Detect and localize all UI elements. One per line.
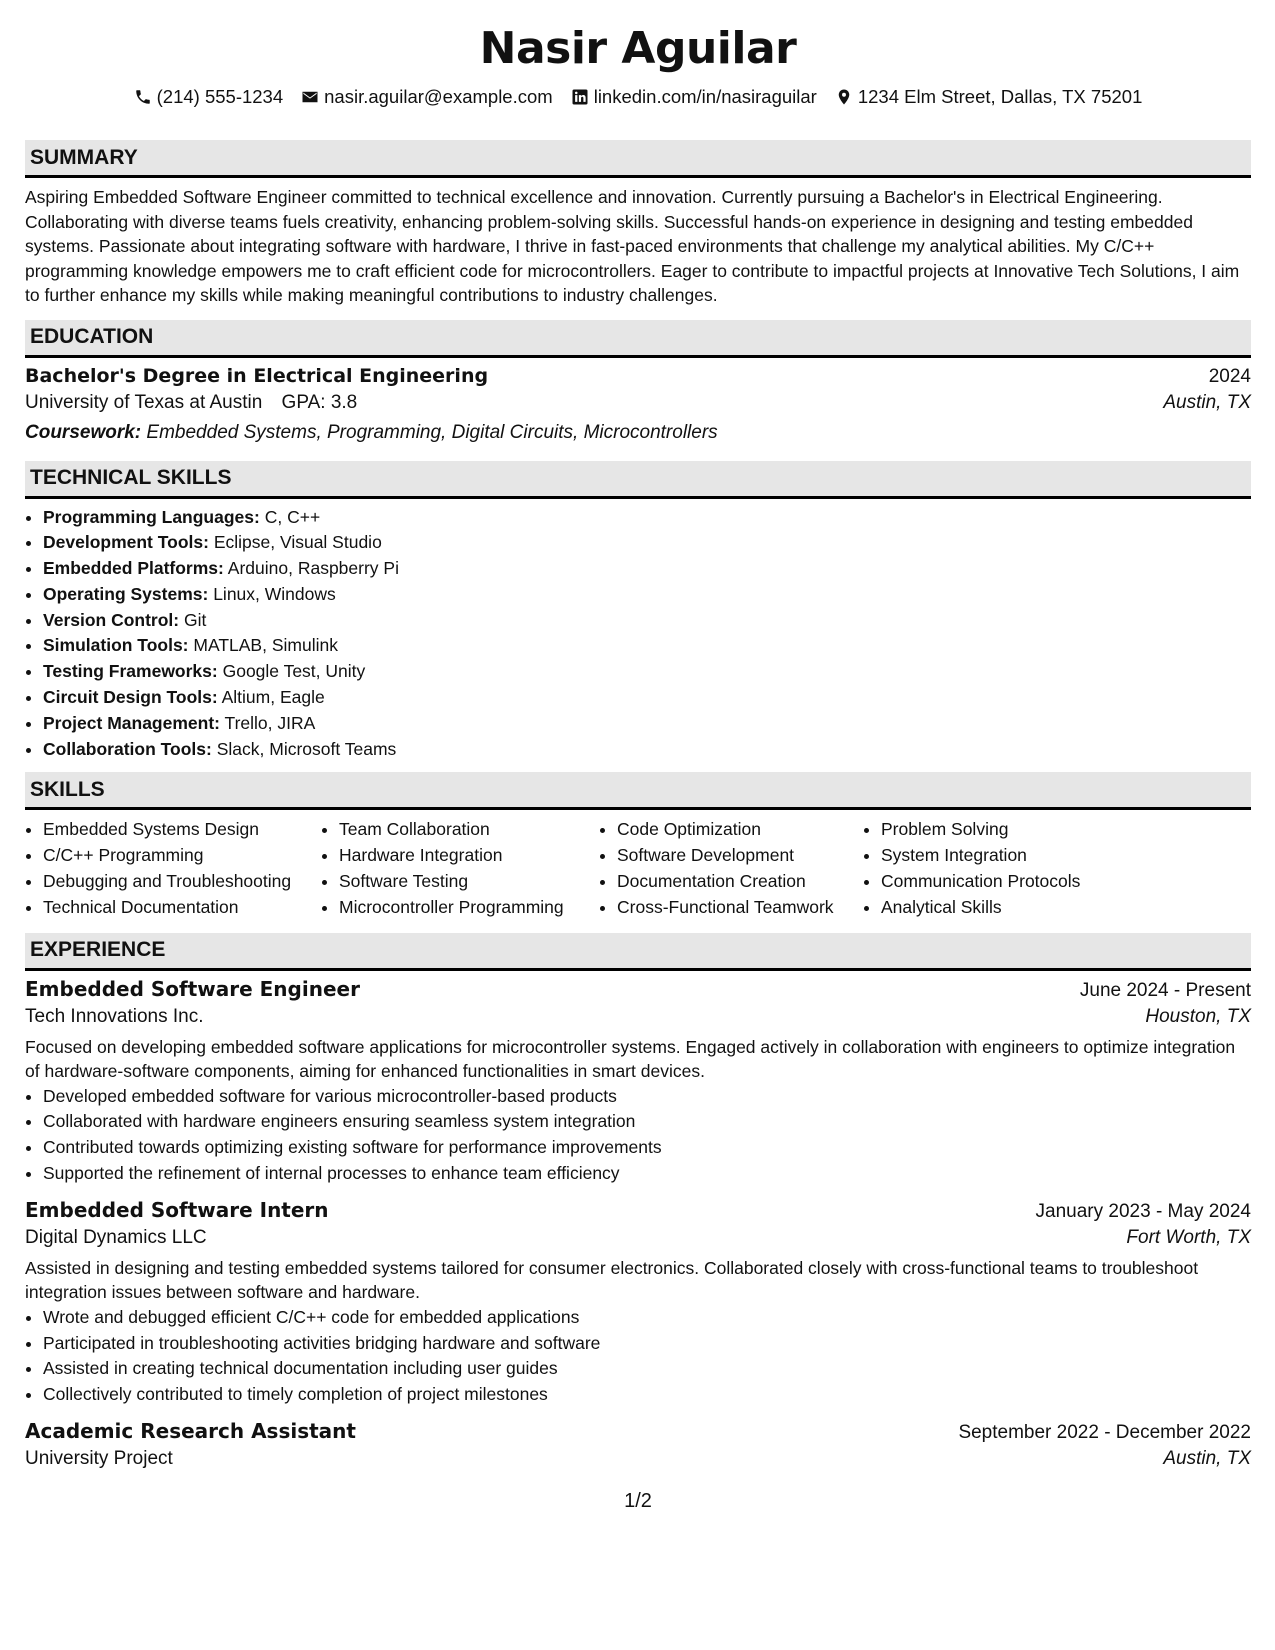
list-item: • Contributed towards optimizing existing software for performance improvements bbox=[43, 1135, 1251, 1161]
list-item: • Embedded Systems Design bbox=[43, 817, 321, 843]
graduation-year: 2024 bbox=[1208, 365, 1251, 387]
list-item: • Analytical Skills bbox=[881, 895, 1161, 921]
contact-linkedin[interactable] bbox=[571, 84, 817, 110]
list-item: • Collaborated with hardware engineers ensuring seamless system integration bbox=[43, 1109, 1251, 1135]
list-item: • Debugging and Troubleshooting bbox=[43, 869, 321, 895]
job-company: Tech Innovations Inc. bbox=[25, 1005, 204, 1027]
job-description: Assisted in designing and testing embedded systems tailored for consumer electronics. Collaborated closely with cross-functional teams to troubleshoot integration issues between software and hardware. bbox=[25, 1257, 1199, 1303]
resume-page bbox=[25, 0, 1251, 1512]
list-item: • Assisted in creating technical documentation including user guides bbox=[43, 1356, 1251, 1382]
list-item: • Simulation Tools: MATLAB, Simulink bbox=[43, 633, 1251, 659]
education-row bbox=[25, 365, 1251, 388]
list-item: • Collectively contributed to timely completion of project milestones bbox=[43, 1382, 1251, 1408]
skills-column bbox=[321, 817, 599, 920]
list-item: • Version Control: Git bbox=[43, 608, 1251, 634]
contact-phone bbox=[134, 84, 284, 110]
phone-text: (214) 555-1234 bbox=[156, 86, 284, 107]
job-title: Embedded Software Intern bbox=[25, 1197, 329, 1222]
list-item: • Microcontroller Programming bbox=[339, 895, 599, 921]
list-item: • Technical Documentation bbox=[43, 895, 321, 921]
list-item: • Participated in troubleshooting activities bridging hardware and software bbox=[43, 1331, 1251, 1357]
school-location: Austin, TX bbox=[1163, 391, 1251, 413]
list-item: • C/C++ Programming bbox=[43, 843, 321, 869]
list-item: • System Integration bbox=[881, 843, 1161, 869]
list-item: • Code Optimization bbox=[617, 817, 863, 843]
job-bullets bbox=[25, 1084, 1251, 1187]
job-location: Houston, TX bbox=[1145, 1005, 1251, 1027]
job-title: Embedded Software Engineer bbox=[25, 976, 360, 1001]
contact-address bbox=[835, 84, 1143, 110]
list-item: • Project Management: Trello, JIRA bbox=[43, 711, 1251, 737]
job-header bbox=[25, 1419, 1251, 1444]
list-item: • Software Development bbox=[617, 843, 863, 869]
skills-column bbox=[25, 817, 321, 920]
list-item: • Developed embedded software for various microcontroller-based products bbox=[43, 1084, 1251, 1110]
job-dates: September 2022 - December 2022 bbox=[958, 1422, 1251, 1444]
email-text: nasir.aguilar@example.com bbox=[324, 86, 553, 107]
list-item: • Supported the refinement of internal processes to enhance team efficiency bbox=[43, 1161, 1251, 1187]
contact-email[interactable] bbox=[301, 84, 553, 110]
summary-text: Aspiring Embedded Software Engineer committed to technical excellence and innovation. Currently pursuing a Bachelor's in Electrical Engineering. Collaborating with diverse teams fuels creativity, enhancing problem-solving skills. Successful hands-on experience in designing and testing embedded systems. Passionate about integrating software with hardware, I thrive in fast-paced environments that challenge my analytical abilities. My C/C++ programming knowledge empowers me to craft efficient code for microcontrollers. Eager to contribute to impactful projects at Innovative Tech Solutions, I aim to further enhance my skills while making meaningful contributions to industry challenges. bbox=[25, 187, 1240, 305]
job-title: Academic Research Assistant bbox=[25, 1419, 356, 1444]
contact-bar bbox=[25, 84, 1251, 110]
list-item: • Development Tools: Eclipse, Visual Studio bbox=[43, 530, 1251, 556]
list-item: • Cross-Functional Teamwork bbox=[617, 895, 863, 921]
map-pin-icon bbox=[835, 88, 853, 106]
envelope-icon bbox=[301, 88, 319, 106]
job-location: Austin, TX bbox=[1163, 1448, 1251, 1470]
experience-heading: EXPERIENCE bbox=[25, 933, 1251, 971]
job-header bbox=[25, 1198, 1251, 1223]
job-dates: January 2023 - May 2024 bbox=[1035, 1200, 1251, 1222]
school-name: University of Texas at Austin bbox=[25, 391, 263, 413]
list-item: • Collaboration Tools: Slack, Microsoft Teams bbox=[43, 737, 1251, 763]
list-item: • Programming Languages: C, C++ bbox=[43, 505, 1251, 531]
phone-icon bbox=[134, 88, 152, 106]
technical-skills-list bbox=[25, 505, 1251, 763]
summary-heading: SUMMARY bbox=[25, 140, 1251, 178]
job-company-row bbox=[25, 1223, 1251, 1253]
list-item: • Software Testing bbox=[339, 869, 599, 895]
job-description: Focused on developing embedded software applications for microcontroller systems. Engaged actively in collaboration with engineers to optimize integration of hardware-software components, aiming for enhanced functionalities in smart devices. bbox=[25, 1036, 1236, 1082]
job-header bbox=[25, 977, 1251, 1002]
technical-skills-heading: TECHNICAL SKILLS bbox=[25, 461, 1251, 499]
job-location: Fort Worth, TX bbox=[1126, 1226, 1251, 1248]
degree-title: Bachelor's Degree in Electrical Engineering bbox=[25, 364, 489, 387]
job-company: Digital Dynamics LLC bbox=[25, 1226, 207, 1248]
list-item: • Hardware Integration bbox=[339, 843, 599, 869]
skills-column bbox=[599, 817, 863, 920]
job-dates: June 2024 - Present bbox=[1079, 979, 1251, 1001]
education-heading: EDUCATION bbox=[25, 320, 1251, 358]
linkedin-text: linkedin.com/in/nasiraguilar bbox=[593, 86, 817, 107]
candidate-name: Nasir Aguilar bbox=[479, 23, 797, 74]
list-item: • Circuit Design Tools: Altium, Eagle bbox=[43, 685, 1251, 711]
job-company-row bbox=[25, 1444, 1251, 1474]
job-bullets bbox=[25, 1305, 1251, 1408]
list-item: • Testing Frameworks: Google Test, Unity bbox=[43, 659, 1251, 685]
education-school-row bbox=[25, 388, 1251, 418]
job-company-row bbox=[25, 1002, 1251, 1032]
skills-column bbox=[863, 817, 1161, 920]
address-text: 1234 Elm Street, Dallas, TX 75201 bbox=[857, 86, 1143, 107]
list-item: • Documentation Creation bbox=[617, 869, 863, 895]
coursework-label: Coursework: bbox=[25, 421, 142, 443]
skills-grid bbox=[25, 817, 1251, 920]
list-item: • Wrote and debugged efficient C/C++ code for embedded applications bbox=[43, 1305, 1251, 1331]
gpa: GPA: 3.8 bbox=[281, 391, 358, 413]
linkedin-icon bbox=[571, 88, 589, 106]
skills-heading: SKILLS bbox=[25, 772, 1251, 810]
list-item: • Communication Protocols bbox=[881, 869, 1161, 895]
job-company: University Project bbox=[25, 1448, 173, 1470]
list-item: • Team Collaboration bbox=[339, 817, 599, 843]
page-number: 1/2 bbox=[624, 1490, 652, 1512]
coursework bbox=[25, 418, 1251, 448]
list-item: • Operating Systems: Linux, Windows bbox=[43, 582, 1251, 608]
list-item: • Problem Solving bbox=[881, 817, 1161, 843]
list-item: • Embedded Platforms: Arduino, Raspberry Pi bbox=[43, 556, 1251, 582]
coursework-list: Embedded Systems, Programming, Digital Circuits, Microcontrollers bbox=[146, 421, 718, 443]
